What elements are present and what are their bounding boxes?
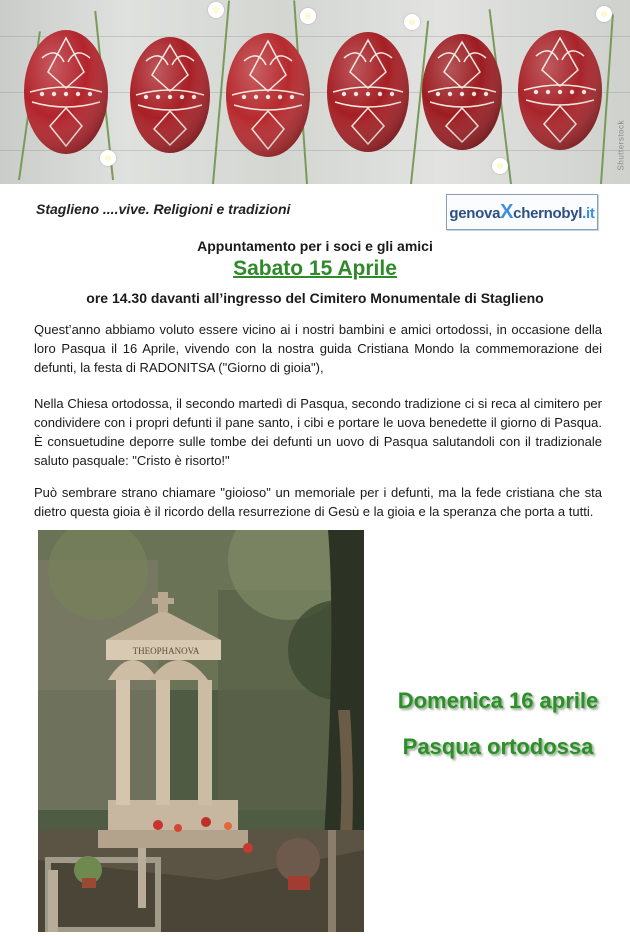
event-time-location: ore 14.30 davanti all’ingresso del Cimitero Monumentale di Staglieno	[86, 290, 544, 306]
easter-egg	[518, 30, 602, 150]
easter-eggs-banner	[0, 0, 630, 184]
easter-egg	[226, 33, 310, 157]
orthodox-easter-label: Pasqua ortodossa	[402, 734, 594, 759]
logo-suffix: .it	[582, 204, 595, 222]
easter-egg	[327, 32, 409, 152]
logo-x-mark: X	[500, 200, 514, 223]
monument-illustration	[38, 530, 364, 932]
easter-egg	[130, 37, 210, 153]
easter-egg	[422, 34, 502, 150]
logo-wordmark	[449, 201, 594, 224]
easter-egg	[24, 30, 108, 154]
page-subtitle: Staglieno ....vive. Religioni e tradizioni	[36, 201, 291, 217]
watermark: Shutterstock	[616, 120, 625, 171]
event-date: Sabato 15 Aprile	[233, 257, 397, 280]
genovaxchernobyl-logo[interactable]	[446, 194, 598, 230]
announcement-line: Appuntamento per i soci e gli amici	[197, 238, 433, 254]
orthodox-easter-date: Domenica 16 aprile	[397, 688, 599, 713]
cemetery-monument-photo	[38, 530, 364, 932]
tradition-paragraph: Nella Chiesa ortodossa, il secondo martedì di Pasqua, secondo tradizione ci si reca al cimitero per condividere con i propri defunti il pane santo, i cibi e portare le uova benedette il giorno di Pasqua. È consuetudine deporre sulle tombe dei defunti un uovo di Pasqua salutandoli con il tradizionale saluto pasquale: "Cristo è risorto!"	[34, 396, 602, 468]
logo-prefix: genova	[449, 204, 501, 222]
logo-main: chernobyl	[513, 204, 583, 222]
eggs-illustration	[0, 0, 630, 184]
monument-inscription: THEOPHANOVA	[132, 646, 200, 656]
meaning-paragraph: Può sembrare strano chiamare "gioioso" un memoriale per i defunti, ma la fede cristiana che sta dietro questa gioia è il ricordo della resurrezione di Gesù e la gioia e la speranza che porta a tutti.	[34, 485, 602, 519]
intro-paragraph: Quest’anno abbiamo voluto essere vicino ai i nostri bambini e amici ortodossi, in occasione della loro Pasqua il 16 Aprile, vivendo con la nostra guida Cristiana Mondo la commemorazione dei defunti, la festa di RADONITSA ("Giorno di gioia"),	[34, 322, 602, 375]
